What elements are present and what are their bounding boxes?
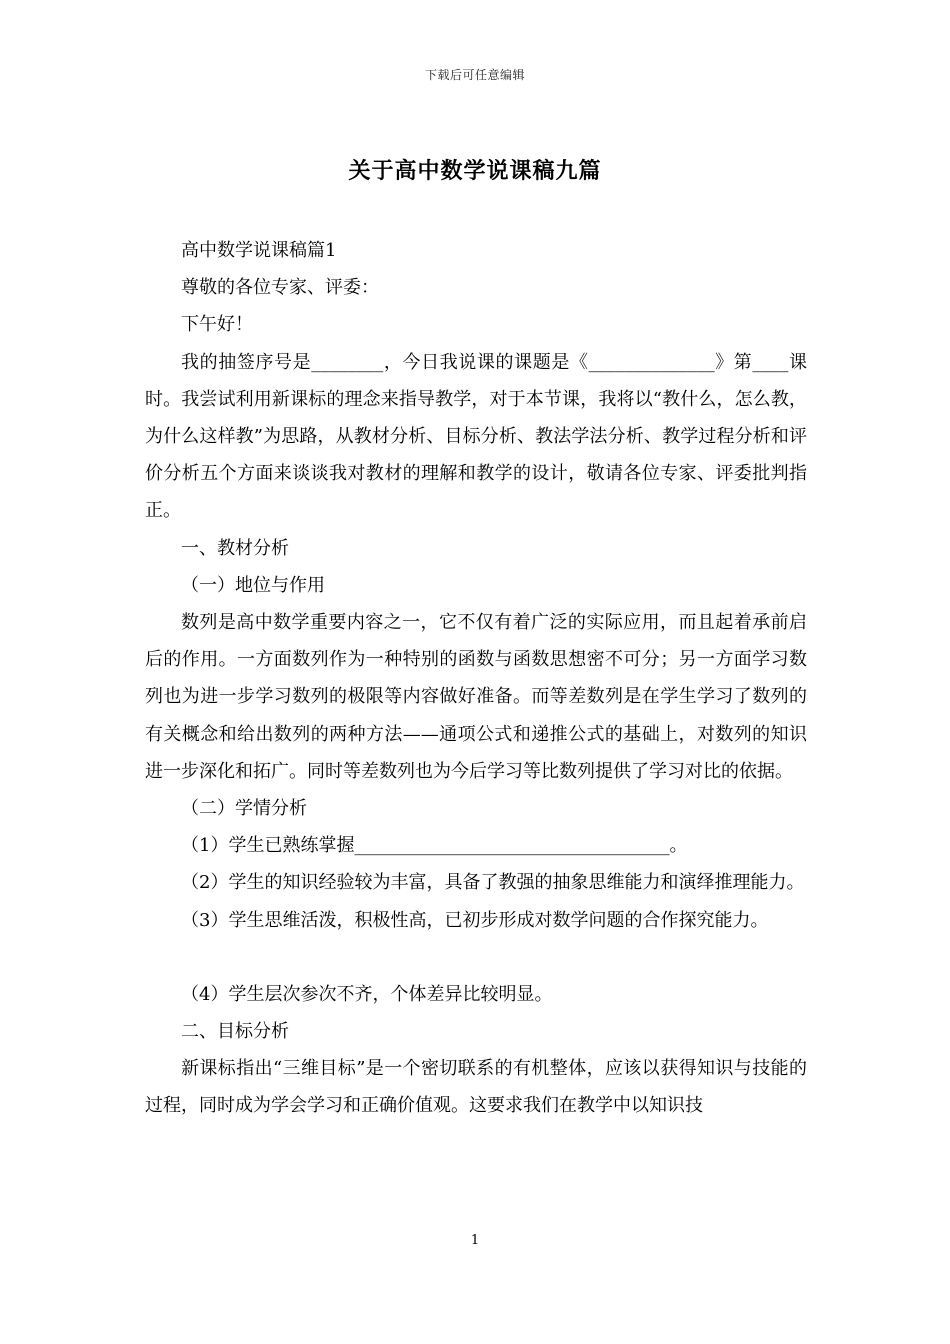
list-item-student-4: （4）学生层次参次不齐，个体差异比较明显。 [181,983,553,1005]
header-note: 下载后可任意编辑 [424,68,525,82]
subheading-position-role: （一）地位与作用 [181,574,325,596]
heading-textbook-analysis: 一、教材分析 [181,537,289,559]
section-heading-article-1: 高中数学说课稿篇1 [181,240,337,261]
paragraph-introduction: 我的抽签序号是________，今日我说课的课题是《______________》第____课时。我尝试利用新课标的理念来指导教学，对于本节课，我将以“教什么，怎么教，为什么这样教”为思路，从教材分析、目标分析、教法学法分析、教学过程分析和评价分析五个方面来谈谈我对教材的理解和教学的设计，敬请各位专家、评委批判指正。 [145,351,807,522]
list-item-student-3: （3）学生思维活泼，积极性高，已初步形成对数学问题的合作探究能力。 [181,909,769,931]
list-item-student-2: （2）学生的知识经验较为丰富，具备了教强的抽象思维能力和演绎推理能力。 [181,872,805,894]
paragraph-three-dimensional-goals: 新课标指出“三维目标”是一个密切联系的有机整体，应该以获得知识与技能的过程，同时成为学会学习和正确价值观。这要求我们在教学中以知识技 [145,1058,807,1117]
list-item-student-1: （1）学生已熟练掌握___________________________________。 [181,835,688,857]
greeting-afternoon: 下午好！ [181,314,253,336]
subheading-student-analysis: （二）学情分析 [181,798,307,820]
greeting-salutation: 尊敬的各位专家、评委： [181,277,379,299]
document-title: 关于高中数学说课稿九篇 [348,158,602,184]
document-body [145,232,807,1125]
heading-goal-analysis: 二、目标分析 [181,1021,289,1043]
page-number: 1 [470,1233,480,1248]
paragraph-sequence-importance: 数列是高中数学重要内容之一，它不仅有着广泛的实际应用，而且起着承前启后的作用。一方面数列作为一种特别的函数与函数思想密不可分；另一方面学习数列也为进一步学习数列的极限等内容做好准备。而等差数列是在学生学习了数列的有关概念和给出数列的两种方法——通项公式和递推公式的基础上，对数列的知识进一步深化和拓广。同时等差数列也为今后学习等比数列提供了学习对比的依据。 [145,612,807,782]
